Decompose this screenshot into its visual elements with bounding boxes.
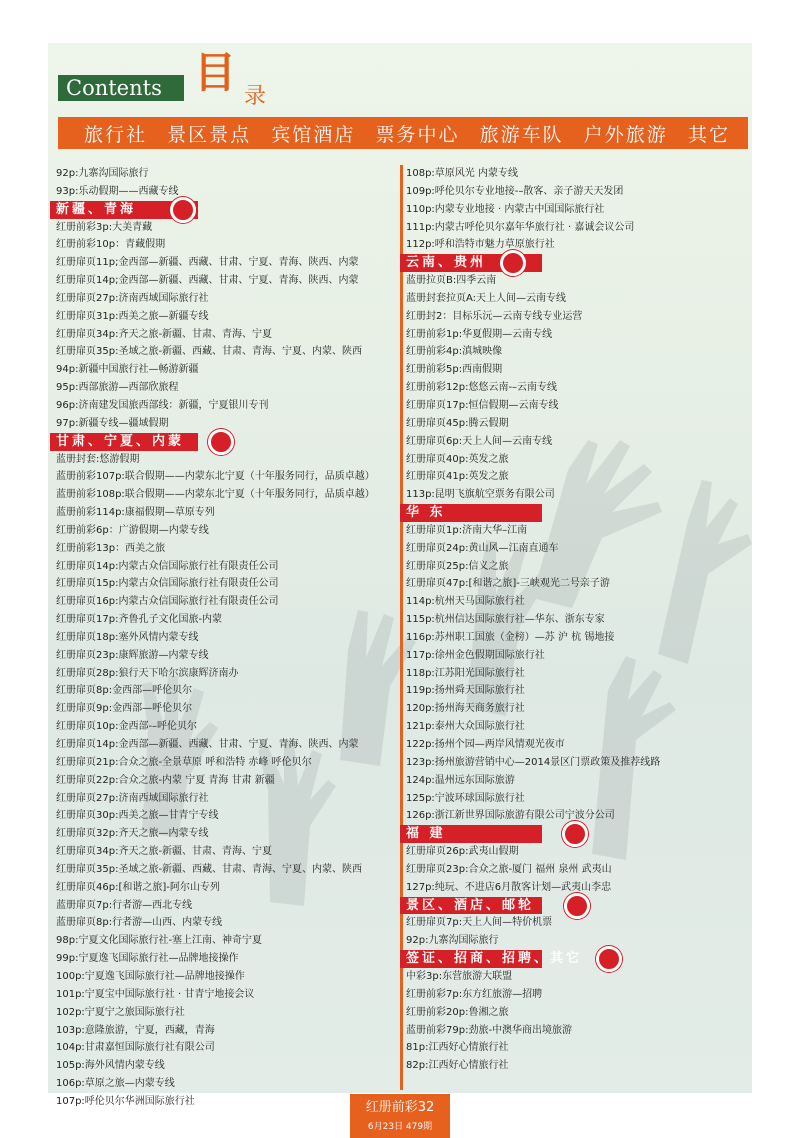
toc-entry[interactable]: 蓝册扉页7p:行者游—西北专线 xyxy=(56,899,193,911)
section-title: 签证、招商、招聘、其它 xyxy=(406,951,583,967)
toc-entry[interactable]: 蓝册前彩79p:劲旅-中澳华商出境旅游 xyxy=(406,1024,573,1036)
toc-entry[interactable]: 红册扉页14p;金西部—新疆、西藏、甘肃、宁夏、青海、陕西、内蒙 xyxy=(56,275,359,287)
toc-entry[interactable]: 红册前彩7p:东方红旅游—招聘 xyxy=(406,988,543,1000)
page-footer xyxy=(350,1094,450,1138)
page-title-suffix: 录 xyxy=(244,84,267,109)
toc-entry[interactable]: 110p:内蒙专业地接 · 内蒙古中国国际旅行社 xyxy=(406,203,605,215)
category-outdoor[interactable]: 户外旅游 xyxy=(583,123,668,146)
category-travel-agency[interactable]: 旅行社 xyxy=(84,123,148,146)
toc-entry[interactable]: 红册扉页23p:康辉旅游—内蒙专线 xyxy=(56,649,209,661)
toc-entry[interactable]: 红册扉页18p:塞外风情内蒙专线 xyxy=(56,631,199,643)
toc-entry[interactable]: 红册前彩12p:悠悠云南-–云南专线 xyxy=(406,382,558,394)
toc-entry[interactable]: 98p:宁夏文化国际旅行社-塞上江南、神奇宁夏 xyxy=(56,935,263,947)
toc-entry[interactable]: 红册扉页8p:金西部—呼伦贝尔 xyxy=(56,685,193,697)
toc-entry[interactable]: 红册扉页27p:济南西域国际旅行社 xyxy=(56,792,209,804)
toc-entry[interactable]: 122p:扬州个园—两岸风情观光夜市 xyxy=(406,739,565,750)
toc-entry[interactable]: 红册扉页35p:圣域之旅-新疆、西藏、甘肃、青海、宁夏、内蒙、陕西 xyxy=(56,346,363,358)
toc-entry[interactable]: 红册扉页41p:英发之旅 xyxy=(406,471,509,483)
page-title-main: 目 xyxy=(194,48,237,97)
toc-entry[interactable]: 红册扉页6p:天上人间—云南专线 xyxy=(406,435,553,447)
toc-entry[interactable]: 113p:昆明飞旗航空票务有限公司 xyxy=(406,489,555,501)
section-header xyxy=(50,201,198,219)
section-title: 云南、贵州 xyxy=(406,255,487,271)
toc-entry[interactable]: 红册扉页14p:内蒙古众信国际旅行社有限责任公司 xyxy=(56,560,279,572)
toc-entry[interactable]: 蓝册前彩108p:联合假期——内蒙东北宁夏（十年服务同行，品质卓越） xyxy=(56,489,375,501)
toc-entry[interactable]: 108p:草原风光 内蒙专线 xyxy=(406,168,518,179)
toc-entry[interactable]: 101p:宁夏宝中国际旅行社 · 甘青宁地接会议 xyxy=(56,988,255,1000)
toc-entry[interactable]: 红册扉页26p:武夷山假期 xyxy=(406,846,519,858)
toc-entry[interactable]: 105p:海外风情内蒙专线 xyxy=(56,1060,165,1072)
toc-entry[interactable]: 112p:呼和浩特市魅力草原旅行社 xyxy=(406,239,555,251)
category-nav xyxy=(58,117,748,149)
toc-entry[interactable]: 117p:徐州金色假期国际旅行社 xyxy=(406,649,545,661)
toc-entry[interactable]: 104p:甘肃嘉恒国际旅行社有限公司 xyxy=(56,1042,215,1054)
footer-issue-date: 6月23日 479期 xyxy=(367,1122,433,1132)
section-header xyxy=(50,433,198,451)
toc-entry[interactable]: 116p:苏州职工国旅（金榜）—苏 沪 杭 锡地接 xyxy=(406,631,615,643)
toc-entry[interactable]: 红册前彩13p：西美之旅 xyxy=(56,542,166,554)
toc-entry[interactable]: 81p:江西好心情旅行社 xyxy=(406,1042,509,1054)
footer-page-label: 红册前彩32 xyxy=(365,1100,435,1115)
toc-entry[interactable]: 红册前彩4p:滇城映像 xyxy=(406,346,503,358)
toc-entry[interactable]: 120p:扬州海天商务旅行社 xyxy=(406,703,525,715)
toc-entry[interactable]: 红册扉页28p:狼行天下哈尔滨康辉济南办 xyxy=(56,667,239,679)
toc-entry[interactable]: 红册扉页17p:恒信假期—云南专线 xyxy=(406,399,559,411)
toc-entry[interactable]: 红册前彩6p：广游假期—内蒙专线 xyxy=(56,524,209,536)
category-scenic-spots[interactable]: 景区景点 xyxy=(167,123,252,146)
toc-entry[interactable]: 103p:意隆旅游，宁夏，西藏，青海 xyxy=(56,1024,215,1036)
toc-entry[interactable]: 蓝册扉页8p:行者游—山西、内蒙专线 xyxy=(56,917,223,929)
toc-entry[interactable]: 94p:新疆中国旅行社—畅游新疆 xyxy=(56,364,199,376)
toc-entry[interactable]: 红册扉页15p:内蒙古众信国际旅行社有限责任公司 xyxy=(56,578,279,590)
toc-entry[interactable]: 109p:呼伦贝尔专业地接-–散客、亲子游天天发团 xyxy=(406,185,624,197)
toc-entry[interactable]: 蓝册前彩114p:康福假期—草原专列 xyxy=(56,507,215,519)
toc-entry[interactable]: 红册前彩3p:大美青藏 xyxy=(56,221,153,233)
right-column xyxy=(406,165,750,1075)
toc-entry[interactable]: 红册前彩1p:华夏假期—云南专线 xyxy=(406,328,553,340)
toc-entry[interactable]: 118p:江苏阳光国际旅行社 xyxy=(406,667,525,679)
section-dot-icon xyxy=(596,946,622,972)
toc-entry[interactable]: 红册扉页40p:英发之旅 xyxy=(406,453,509,465)
section-header xyxy=(400,504,542,522)
toc-entry[interactable]: 100p:宁夏逸飞国际旅行社—品牌地接操作 xyxy=(56,970,245,982)
toc-entry[interactable]: 红册前彩10p：青藏假期 xyxy=(56,239,166,251)
toc-entry[interactable]: 红册扉页46p:[和谐之旅]-阿尔山专列 xyxy=(56,881,220,893)
toc-entry[interactable]: 红册扉页21p:合众之旅-全景草原 呼和浩特 赤峰 呼伦贝尔 xyxy=(56,756,312,768)
toc-entry[interactable]: 红册扉页47p:[和谐之旅]-三峡观光二号亲子游 xyxy=(406,578,610,590)
toc-entry[interactable]: 96p:济南建发国旅西部线：新疆，宁夏银川专刊 xyxy=(56,399,269,411)
toc-entry[interactable]: 红册前彩20p:鲁湘之旅 xyxy=(406,1006,509,1018)
toc-entry[interactable]: 红册封2：目标乐沅—云南专线专业运营 xyxy=(406,310,583,322)
toc-entry[interactable]: 123p:扬州旅游营销中心—2014景区门票政策及推荐线路 xyxy=(406,756,661,768)
toc-entry[interactable]: 102p:宁夏宁之旅国际旅行社 xyxy=(56,1006,185,1018)
toc-entry[interactable]: 红册扉页23p:合众之旅-厦门 福州 泉州 武夷山 xyxy=(406,863,612,875)
section-dot-icon xyxy=(170,197,196,223)
section-header xyxy=(400,254,542,272)
toc-entry[interactable]: 126p:浙江新世界国际旅游有限公司宁波分公司 xyxy=(406,810,615,822)
section-title: 华 东 xyxy=(406,505,446,521)
toc-entry[interactable]: 红册扉页34p:齐天之旅-新疆、甘肃、青海、宁夏 xyxy=(56,328,273,340)
left-column xyxy=(56,165,400,1111)
toc-entry[interactable]: 99p:宁夏逸飞国际旅行社—品牌地接操作 xyxy=(56,953,239,965)
toc-entry[interactable]: 95p:西部旅游—西部欣旅程 xyxy=(56,382,179,394)
section-title: 甘肃、宁夏、内蒙 xyxy=(56,433,185,449)
toc-entry[interactable]: 111p:内蒙古呼伦贝尔嘉年华旅行社 · 嘉诚会议公司 xyxy=(406,221,635,233)
toc-entry[interactable]: 中彩3p:东营旅游大联盟 xyxy=(406,970,513,982)
toc-entry[interactable]: 红册扉页7p:天上人间—特价机票 xyxy=(406,917,553,929)
section-title: 福 建 xyxy=(406,826,446,842)
contents-logo: Contents xyxy=(58,75,184,101)
toc-entry[interactable]: 红册扉页16p:内蒙古众信国际旅行社有限责任公司 xyxy=(56,596,279,608)
toc-entry[interactable]: 红册扉页34p:齐天之旅-新疆、甘肃、青海、宁夏 xyxy=(56,846,273,858)
toc-entry[interactable]: 蓝册前彩107p:联合假期——内蒙东北宁夏（十年服务同行，品质卓越） xyxy=(56,471,375,483)
toc-entry[interactable]: 121p:泰州大众国际旅行社 xyxy=(406,721,525,733)
toc-entry[interactable]: 蓝册拉页B:四季云南 xyxy=(406,275,497,287)
section-title: 新疆、青海 xyxy=(56,201,137,217)
category-hotels[interactable]: 宾馆酒店 xyxy=(271,123,356,146)
section-header xyxy=(400,897,542,915)
toc-entry[interactable]: 红册扉页31p:西美之旅—新疆专线 xyxy=(56,310,209,322)
toc-entry[interactable]: 红册扉页11p;金西部—新疆、西藏、甘肃、宁夏、青海、陕西、内蒙 xyxy=(56,257,359,269)
category-tour-bus[interactable]: 旅游车队 xyxy=(479,123,564,146)
section-title: 景区、酒店、邮轮 xyxy=(406,897,535,913)
toc-entry[interactable]: 红册扉页35p:圣域之旅-新疆、西藏、甘肃、青海、宁夏、内蒙、陕西 xyxy=(56,863,363,875)
toc-entry[interactable]: 124p:温州远东国际旅游 xyxy=(406,774,515,786)
toc-entry[interactable]: 红册扉页9p:金西部—呼伦贝尔 xyxy=(56,703,193,715)
toc-entry[interactable]: 红册扉页1p:济南大华–江南 xyxy=(406,524,528,536)
toc-entry[interactable]: 红册扉页24p:黄山风—江南直通车 xyxy=(406,542,559,554)
toc-entry[interactable]: 114p:杭州天马国际旅行社 xyxy=(406,596,525,608)
toc-entry[interactable]: 红册扉页14p:金西部—新疆、西藏、甘肃、宁夏、青海、陕西、内蒙 xyxy=(56,739,359,750)
toc-entry[interactable]: 蓝册封套:悠游假期 xyxy=(56,453,140,465)
toc-entry[interactable]: 97p:新疆专线—疆域假期 xyxy=(56,417,169,429)
section-dot-icon xyxy=(208,429,234,455)
toc-entry[interactable]: 106p:草原之旅—内蒙专线 xyxy=(56,1078,175,1090)
toc-entry[interactable]: 红册扉页17p:齐鲁孔子文化国旅-内蒙 xyxy=(56,614,223,626)
toc-entry[interactable]: 红册前彩5p:西南假期 xyxy=(406,364,503,376)
toc-entry[interactable]: 红册扉页25p:信义之旅 xyxy=(406,560,509,572)
toc-entry[interactable]: 127p:纯玩、不进店6月散客计划—武夷山李忠 xyxy=(406,881,612,893)
section-dot-icon xyxy=(564,893,590,919)
toc-entry[interactable]: 红册扉页32p:齐天之旅—内蒙专线 xyxy=(56,828,209,840)
toc-entry[interactable]: 蓝册封套拉页A:天上人间—云南专线 xyxy=(406,292,567,304)
toc-entry[interactable]: 115p:杭州信达国际旅行社—华东、浙东专家 xyxy=(406,614,605,626)
toc-entry[interactable]: 125p:宁波环球国际旅行社 xyxy=(406,792,525,804)
toc-entry[interactable]: 92p:九寨沟国际旅行 xyxy=(56,168,149,179)
toc-entry[interactable]: 红册扉页30p:西美之旅—甘青宁专线 xyxy=(56,810,219,822)
section-header xyxy=(400,950,583,968)
toc-entry[interactable]: 82p:江西好心情旅行社 xyxy=(406,1060,509,1072)
category-other[interactable]: 其它 xyxy=(687,123,730,146)
toc-entry[interactable]: 92p:九寨沟国际旅行 xyxy=(406,935,499,947)
toc-entry[interactable]: 93p:乐动假期——西藏专线 xyxy=(56,185,179,197)
toc-entry[interactable]: 红册扉页10p:金西部-–呼伦贝尔 xyxy=(56,721,198,733)
category-ticketing[interactable]: 票务中心 xyxy=(375,123,460,146)
toc-entry[interactable]: 红册扉页22p:合众之旅-内蒙 宁夏 青海 甘肃 新疆 xyxy=(56,774,275,786)
toc-entry[interactable]: 红册扉页45p:腾云假期 xyxy=(406,417,509,429)
section-header xyxy=(400,825,542,843)
toc-entry[interactable]: 107p:呼伦贝尔华洲国际旅行社 xyxy=(56,1095,195,1107)
toc-entry[interactable]: 红册扉页27p:济南西域国际旅行社 xyxy=(56,292,209,304)
toc-entry[interactable]: 119p:扬州舜天国际旅行社 xyxy=(406,685,525,697)
